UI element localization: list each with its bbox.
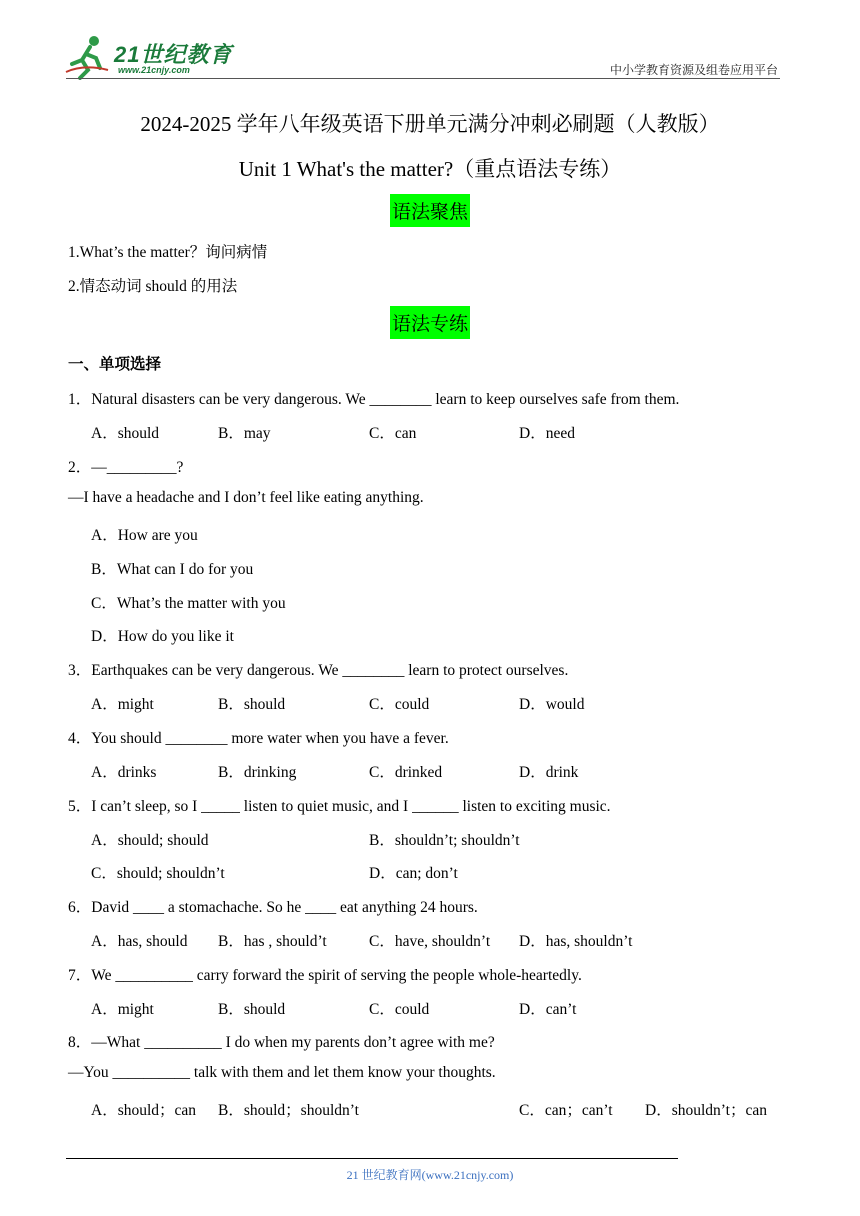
q4-option-b: B．drinking [218, 764, 297, 781]
question-8: 8．—What __________ I do when my parents don’t agree with me? [68, 1034, 495, 1051]
q7-option-b: B．should [218, 1001, 286, 1018]
q5-option-d: D．can; don’t [369, 865, 458, 882]
logo-text: 21世纪教育 [114, 42, 233, 67]
runner-logo-icon [64, 34, 112, 80]
question-1: 1．Natural disasters can be very dangerous. We ________ learn to keep ourselves safe from them. [68, 391, 680, 408]
q2-option-b: B．What can I do for you [91, 561, 254, 578]
question-2: 2．—_________? [68, 459, 184, 476]
q7-option-a: A．might [91, 1001, 154, 1018]
question-2-reply: —I have a headache and I don’t feel like eating anything. [68, 489, 424, 506]
question-5: 5．I can’t sleep, so I _____ listen to quiet music, and I ______ listen to exciting music. [68, 798, 611, 815]
q7-option-c: C．could [369, 1001, 430, 1018]
q4-option-a: A．drinks [91, 764, 157, 781]
q4-option-c: C．drinked [369, 764, 443, 781]
question-3: 3．Earthquakes can be very dangerous. We ________ learn to protect ourselves. [68, 662, 569, 679]
q5-option-b: B．shouldn’t; shouldn’t [369, 832, 520, 849]
header-platform-text: 中小学教育资源及组卷应用平台 [609, 63, 778, 77]
q2-option-d: D．How do you like it [91, 628, 234, 645]
q3-option-c: C．could [369, 696, 430, 713]
footer-divider [66, 1158, 678, 1159]
q4-option-d: D．drink [519, 764, 579, 781]
q3-option-d: D．would [519, 696, 585, 713]
footer-text: 21 世纪教育网(www.21cnjy.com) [346, 1168, 514, 1182]
q1-option-b: B．may [218, 425, 271, 442]
question-6: 6．David ____ a stomachache. So he ____ eat anything 24 hours. [68, 899, 478, 916]
q1-option-c: C．can [369, 425, 417, 442]
q8-option-b: B．should；shouldn’t [218, 1102, 359, 1119]
q1-option-d: D．need [519, 425, 575, 442]
q6-option-c: C．have, shouldn’t [369, 933, 491, 950]
logo-url: www.21cnjy.com [118, 65, 190, 75]
q6-option-d: D．has, shouldn’t [519, 933, 633, 950]
q5-option-a: A．should; should [91, 832, 209, 849]
q3-option-b: B．should [218, 696, 286, 713]
practice-heading [0, 306, 860, 339]
focus-item-2: 2.情态动词 should 的用法 [68, 278, 238, 295]
q8-option-c: C．can；can’t [519, 1102, 613, 1119]
focus-heading [0, 194, 860, 227]
q3-option-a: A．might [91, 696, 154, 713]
question-4: 4．You should ________ more water when you have a fever. [68, 730, 449, 747]
question-7: 7．We __________ carry forward the spirit of serving the people whole-heartedly. [68, 967, 582, 984]
focus-item-1: 1.What’s the matter？询问病情 [68, 244, 268, 261]
focus-label: 语法聚焦 [390, 194, 470, 227]
q2-option-a: A．How are you [91, 527, 198, 544]
q5-option-c: C．should; shouldn’t [91, 865, 225, 882]
section-title: 一、单项选择 [68, 355, 162, 373]
header-divider [66, 78, 780, 79]
page-title: 2024-2025 学年八年级英语下册单元满分冲刺必刷题（人教版） [140, 112, 720, 136]
q6-option-b: B．has , should’t [218, 933, 327, 950]
question-8-reply: —You __________ talk with them and let them know your thoughts. [68, 1064, 496, 1081]
q2-option-c: C．What’s the matter with you [91, 595, 286, 612]
q8-option-d: D．shouldn’t；can [645, 1102, 767, 1119]
q6-option-a: A．has, should [91, 933, 188, 950]
practice-label: 语法专练 [390, 306, 470, 339]
page-subtitle: Unit 1 What's the matter?（重点语法专练） [238, 157, 622, 181]
q1-option-a: A．should [91, 425, 160, 442]
q7-option-d: D．can’t [519, 1001, 577, 1018]
q8-option-a: A．should；can [91, 1102, 197, 1119]
logo [64, 32, 234, 82]
